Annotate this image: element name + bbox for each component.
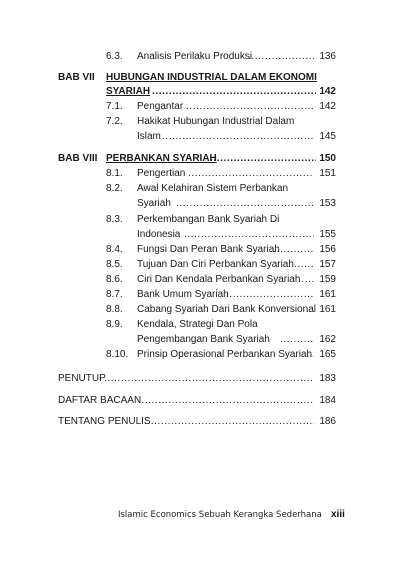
dot-leader [294,258,314,271]
chapter-title: PERBANKAN SYARIAH [106,153,217,164]
entry-page: 165 [319,349,336,360]
toc-entry-7-1[interactable] [0,100,400,113]
entry-title: PENUTUP [58,373,106,384]
chapter-page: 150 [319,153,336,164]
dot-leader [184,228,314,241]
chapter-page: 142 [319,86,336,97]
toc-entry-8-9[interactable] [0,318,400,331]
entry-number: 8.2. [106,183,123,194]
entry-title: Analisis Perilaku Produksi [137,51,253,62]
chapter-label: BAB VII [58,72,95,83]
dot-leader [162,130,314,143]
toc-entry-8-3[interactable] [0,213,400,226]
chapter-title-line2: SYARIAH [106,86,151,97]
entry-title: Prinsip Operasional Perbankan Syariah [137,349,313,360]
entry-number: 8.3. [106,214,123,225]
dot-leader [186,100,314,113]
dot-leader [306,303,314,316]
toc-tentang-penulis[interactable] [0,415,400,428]
toc-entry-8-2-cont [0,197,400,210]
entry-page: 151 [319,168,336,179]
entry-page: 155 [319,229,336,240]
toc-entry-8-4[interactable] [0,243,400,256]
toc-entry-8-3-cont [0,228,400,241]
entry-title: Bank Umum Syariah [137,289,229,300]
entry-title-line2: Indonesia [137,229,181,240]
entry-number: 8.1. [106,168,123,179]
toc-chapter-7-cont [0,85,400,98]
entry-number: 7.1. [106,101,123,112]
entry-title-line2: Pengembangan Bank Syariah [137,334,270,345]
entry-title: TENTANG PENULIS [58,416,151,427]
dot-leader [152,85,316,98]
toc-daftar-bacaan[interactable] [0,394,400,407]
toc-entry-8-6[interactable] [0,273,400,286]
entry-page: 145 [319,131,336,142]
entry-number: 8.8. [106,304,123,315]
toc-entry-8-8[interactable] [0,303,400,316]
entry-title-line1: Awal Kelahiran Sistem Perbankan [137,183,289,194]
entry-title: Tujuan Dan Ciri Perbankan Syariah [137,259,294,270]
entry-page: 161 [319,289,336,300]
entry-page: 142 [319,101,336,112]
running-footer-title: Islamic Economics Sebuah Kerangka Sederhana [118,510,322,520]
dot-leader [306,348,314,361]
chapter-label: BAB VIII [58,153,98,164]
dot-leader [210,152,316,165]
entry-page: 153 [319,198,336,209]
toc-entry-8-9-cont [0,333,400,346]
entry-page: 156 [319,244,336,255]
dot-leader [298,273,314,286]
toc-entry-8-2[interactable] [0,182,400,195]
entry-number: 8.7. [106,289,123,300]
entry-title: Pengantar [137,101,184,112]
dot-leader [144,415,314,428]
entry-title: Ciri Dan Kendala Perbankan Syariah [137,274,301,285]
dot-leader [226,288,314,301]
toc-chapter-8[interactable] [0,152,400,165]
dot-leader [270,243,314,256]
entry-page: 184 [319,395,336,406]
entry-number: 8.4. [106,244,123,255]
page-number: xiii [331,509,345,520]
dot-leader [248,50,314,63]
toc-entry-8-10[interactable] [0,348,400,361]
entry-number: 7.2. [106,116,123,127]
dot-leader [280,333,314,346]
entry-title: Fungsi Dan Peran Bank Syariah [137,244,280,255]
entry-number: 8.5. [106,259,123,270]
toc-entry-8-7[interactable] [0,288,400,301]
toc-chapter-7[interactable] [0,71,400,84]
entry-page: 183 [319,373,336,384]
entry-page: 161 [319,304,336,315]
entry-title: Pengertian [137,168,186,179]
dot-leader [104,372,314,385]
entry-page: 136 [319,51,336,62]
entry-number: 8.10. [106,349,129,360]
toc-penutup[interactable] [0,372,400,385]
entry-title-line1: Perkembangan Bank Syariah Di [137,214,280,225]
toc-entry-8-1[interactable] [0,167,400,180]
entry-title: Cabang Syariah Dari Bank Konversional [137,304,316,315]
entry-number: 8.9. [106,319,123,330]
entry-title-line1: Hakikat Hubungan Industrial Dalam [137,116,295,127]
entry-title-line2: Islam [137,131,161,142]
entry-page: 186 [319,416,336,427]
toc-entry-8-5[interactable] [0,258,400,271]
entry-number: 6.3. [106,51,123,62]
dot-leader [188,167,314,180]
dot-leader [176,197,314,210]
toc-entry-7-2[interactable] [0,115,400,128]
chapter-title-line1: HUBUNGAN INDUSTRIAL DALAM EKONOMI [106,72,317,83]
dot-leader [138,394,314,407]
toc-entry-6-3[interactable] [0,50,400,63]
entry-title-line1: Kendala, Strategi Dan Pola [137,319,258,330]
entry-page: 159 [319,274,336,285]
toc-entry-7-2-cont [0,130,400,143]
entry-page: 162 [319,334,336,345]
entry-title-line2: Syariah [137,198,171,209]
entry-title: DAFTAR BACAAN [58,395,142,406]
entry-page: 157 [319,259,336,270]
entry-number: 8.6. [106,274,123,285]
